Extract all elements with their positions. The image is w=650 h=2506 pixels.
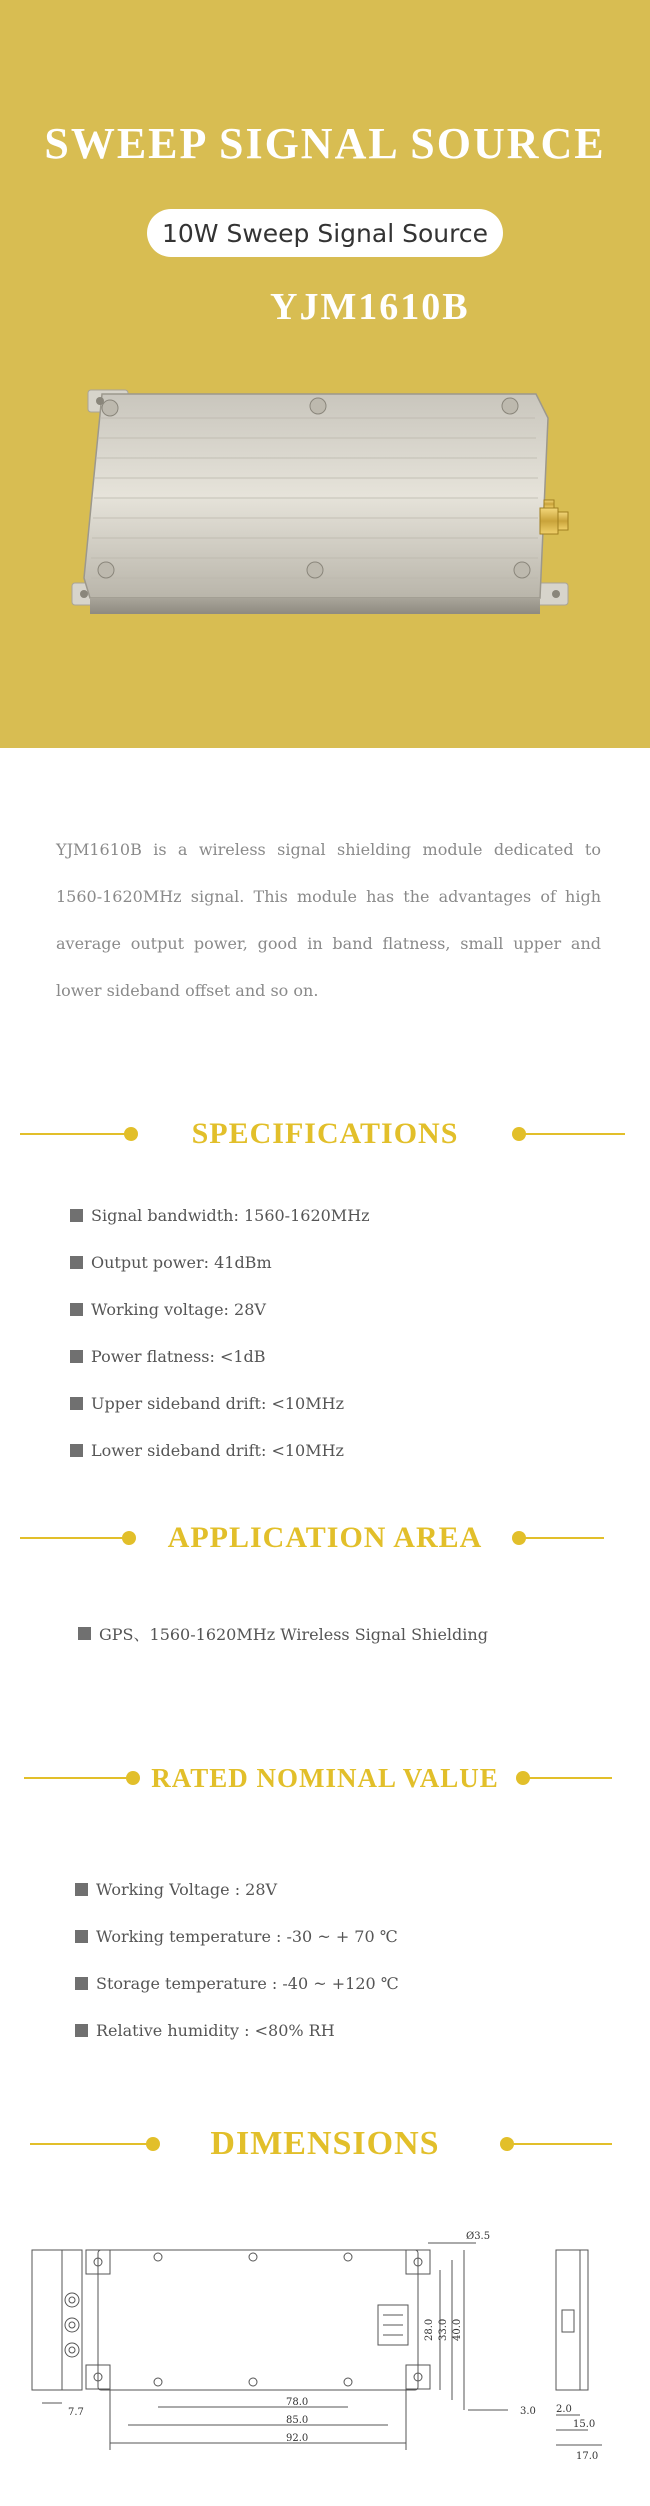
dimensions-drawing: [28, 2215, 623, 2465]
dim-3: 3.0: [520, 2406, 536, 2417]
dim-92: 92.0: [286, 2433, 309, 2444]
rated-title: RATED NOMINAL VALUE: [151, 1763, 499, 1793]
list-item: Lower sideband drift: <10MHz: [70, 1427, 370, 1474]
list-item: Signal bandwidth: 1560-1620MHz: [70, 1192, 370, 1239]
header-line-right: [524, 1777, 612, 1779]
bullet-square-icon: [70, 1444, 83, 1457]
list-item: GPS、1560-1620MHz Wireless Signal Shielding: [78, 1610, 488, 1657]
list-item: Storage temperature : -40 ~ +120 ℃: [75, 1960, 399, 2007]
list-item: Working temperature : -30 ~ + 70 ℃: [75, 1913, 399, 1960]
dimensions-header: [0, 2124, 650, 2164]
rated-list: [75, 1866, 399, 2054]
model-number: YJM1610B: [270, 286, 470, 328]
bullet-square-icon: [70, 1303, 83, 1316]
list-item: Working voltage: 28V: [70, 1286, 370, 1333]
dim-28: 28.0: [424, 2318, 435, 2341]
list-item: Upper sideband drift: <10MHz: [70, 1380, 370, 1427]
bullet-square-icon: [70, 1209, 83, 1222]
header-line-right: [520, 1133, 625, 1135]
subtitle-pill: [147, 209, 503, 257]
bullet-square-icon: [70, 1397, 83, 1410]
hero-banner: [0, 0, 650, 748]
bullet-square-icon: [75, 1883, 88, 1896]
list-item: Output power: 41dBm: [70, 1239, 370, 1286]
specifications-list: [70, 1192, 370, 1474]
bullet-square-icon: [70, 1256, 83, 1269]
product-image: [70, 388, 580, 628]
bullet-square-icon: [70, 1350, 83, 1363]
header-line-right: [508, 2143, 612, 2145]
dim-2: 2.0: [556, 2404, 572, 2415]
intro-paragraph: YJM1610B is a wireless signal shielding module dedicated to 1560-1620MHz signal. This module has the advantages of high average output power, good in band flatness, small upper and lower sideband offset and so on.: [56, 840, 601, 1000]
dim-40: 40.0: [452, 2318, 463, 2341]
list-item: Working Voltage : 28V: [75, 1866, 399, 1913]
dim-85: 85.0: [286, 2415, 309, 2426]
specifications-title: SPECIFICATIONS: [191, 1117, 459, 1150]
dimensions-title: DIMENSIONS: [210, 2125, 440, 2162]
dim-7-7: 7.7: [68, 2407, 84, 2418]
dim-78: 78.0: [286, 2397, 309, 2408]
page-title: SWEEP SIGNAL SOURCE: [44, 119, 606, 168]
subtitle-text: 10W Sweep Signal Source: [162, 218, 488, 248]
dim-hole: Ø3.5: [466, 2231, 491, 2242]
dim-15: 15.0: [573, 2419, 596, 2430]
dim-33: 33.0: [438, 2318, 449, 2341]
dim-17: 17.0: [576, 2451, 599, 2462]
bullet-square-icon: [75, 1977, 88, 1990]
list-item: Relative humidity : <80% RH: [75, 2007, 399, 2054]
list-item: Power flatness: <1dB: [70, 1333, 370, 1380]
header-line-right: [520, 1537, 604, 1539]
bullet-square-icon: [75, 2024, 88, 2037]
bullet-square-icon: [75, 1930, 88, 1943]
bullet-square-icon: [78, 1627, 91, 1640]
specifications-header: [0, 1114, 650, 1154]
application-title: APPLICATION AREA: [167, 1521, 483, 1554]
application-list: [78, 1610, 488, 1657]
application-header: [0, 1518, 650, 1558]
rated-header: [0, 1758, 650, 1798]
